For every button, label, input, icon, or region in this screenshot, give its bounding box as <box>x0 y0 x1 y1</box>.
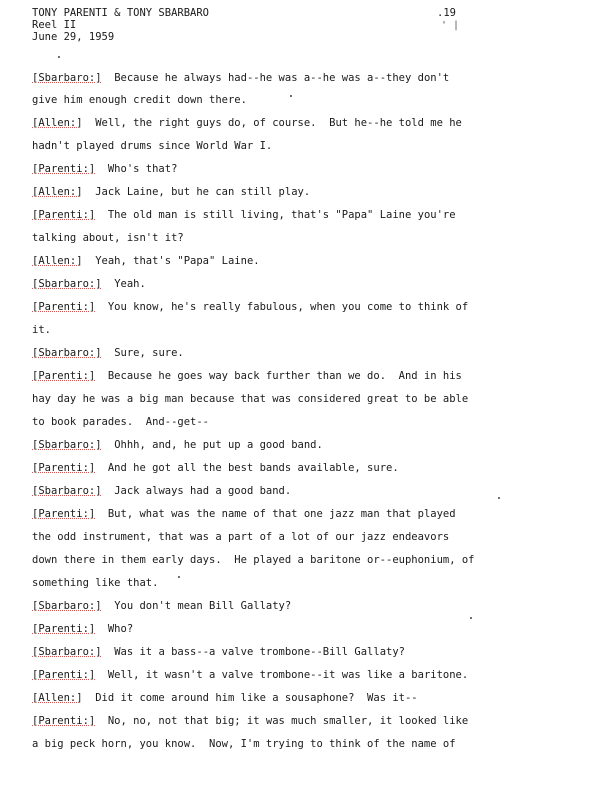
line-text: to book parades. And--get-- <box>32 416 210 428</box>
line-text: And he got all the best bands available, sure. <box>95 462 399 474</box>
header-date: June 29, 1959 <box>32 31 115 43</box>
speaker-label: [Parenti:] <box>32 508 96 520</box>
line-text: something like that. <box>32 577 159 589</box>
transcript-line <box>32 232 184 245</box>
transcript-line <box>32 278 146 291</box>
line-text: You don't mean Bill Gallaty? <box>101 600 292 612</box>
speaker-label: [Sbarbaro:] <box>32 347 102 359</box>
transcript-line <box>32 646 405 659</box>
transcript-line <box>32 140 272 153</box>
transcript-line <box>32 485 291 498</box>
line-text: Who? <box>95 623 134 635</box>
line-text: a big peck horn, you know. Now, I'm trying to think of the name of <box>32 738 456 750</box>
speaker-label: [Parenti:] <box>32 163 96 175</box>
transcript-line <box>32 347 184 360</box>
line-text: Jack always had a good band. <box>101 485 292 497</box>
speaker-label: [Allen:] <box>32 186 83 198</box>
speaker-label: [Sbarbaro:] <box>32 600 102 612</box>
speaker-label: [Sbarbaro:] <box>32 278 102 290</box>
transcript-line <box>32 416 209 429</box>
transcript-line <box>32 370 462 383</box>
page-header <box>32 7 209 43</box>
transcript-line <box>32 186 310 199</box>
page-number: .19 <box>437 7 456 19</box>
line-text: The old man is still living, that's "Papa" Laine you're <box>95 209 456 221</box>
transcript-line <box>32 209 456 222</box>
line-text: Well, the right guys do, of course. But he--he told me he <box>82 117 462 129</box>
transcript-line <box>32 577 158 590</box>
paper-speck <box>470 617 472 619</box>
transcript-line <box>32 600 291 613</box>
transcript-line <box>32 692 418 705</box>
header-reel: Reel II <box>32 19 77 31</box>
paper-speck <box>58 56 60 58</box>
speaker-label: [Parenti:] <box>32 301 96 313</box>
transcript-line <box>32 508 456 521</box>
speaker-label: [Parenti:] <box>32 623 96 635</box>
transcript-line <box>32 301 468 314</box>
line-text: But, what was the name of that one jazz man that played <box>95 508 456 520</box>
speaker-label: [Allen:] <box>32 692 83 704</box>
speaker-label: [Allen:] <box>32 255 83 267</box>
line-text: Yeah, that's "Papa" Laine. <box>82 255 260 267</box>
line-text: Yeah. <box>101 278 146 290</box>
transcript-line <box>32 439 323 452</box>
speaker-label: [Parenti:] <box>32 462 96 474</box>
line-text: Ohhh, and, he put up a good band. <box>101 439 323 451</box>
line-text: hay day he was a big man because that was considered great to be able <box>32 393 469 405</box>
line-text: Because he goes way back further than we do. And in his <box>95 370 462 382</box>
transcript-line <box>32 255 260 268</box>
line-text: Was it a bass--a valve trombone--Bill Gallaty? <box>101 646 405 658</box>
transcript-line <box>32 462 399 475</box>
paper-speck <box>178 576 180 578</box>
transcript-line <box>32 531 449 544</box>
line-text: hadn't played drums since World War I. <box>32 140 273 152</box>
line-text: talking about, isn't it? <box>32 232 184 244</box>
speaker-label: [Parenti:] <box>32 715 96 727</box>
transcript-line <box>32 94 247 107</box>
line-text: the odd instrument, that was a part of a lot of our jazz endeavors <box>32 531 450 543</box>
line-text: Who's that? <box>95 163 178 175</box>
transcript-line <box>32 324 51 337</box>
header-names: TONY PARENTI & TONY SBARBARO <box>32 7 210 19</box>
line-text: Sure, sure. <box>101 347 184 359</box>
line-text: down there in them early days. He played a baritone or--euphonium, of <box>32 554 475 566</box>
speaker-label: [Allen:] <box>32 117 83 129</box>
transcript-line <box>32 163 177 176</box>
paper-speck <box>290 95 292 97</box>
speaker-label: [Sbarbaro:] <box>32 72 102 84</box>
paper-speck <box>498 497 500 499</box>
line-text: Did it come around him like a sousaphone? Was it-- <box>82 692 418 704</box>
speaker-label: [Parenti:] <box>32 370 96 382</box>
transcript-line <box>32 669 468 682</box>
transcript-line <box>32 715 468 728</box>
line-text: Because he always had--he was a--he was a--they don't <box>101 72 450 84</box>
transcript-line <box>32 623 133 636</box>
line-text: You know, he's really fabulous, when you come to think of <box>95 301 469 313</box>
line-text: it. <box>32 324 51 336</box>
transcript-line <box>32 738 456 751</box>
line-text: Well, it wasn't a valve trombone--it was like a baritone. <box>95 669 469 681</box>
line-text: No, no, not that big; it was much smaller, it looked like <box>95 715 469 727</box>
transcript-line <box>32 117 462 130</box>
speaker-label: [Sbarbaro:] <box>32 485 102 497</box>
line-text: give him enough credit down there. <box>32 94 247 106</box>
speaker-label: [Parenti:] <box>32 209 96 221</box>
handwritten-mark: ' | <box>441 20 460 31</box>
transcript-line <box>32 393 468 406</box>
speaker-label: [Parenti:] <box>32 669 96 681</box>
transcript-line <box>32 72 449 85</box>
speaker-label: [Sbarbaro:] <box>32 646 102 658</box>
speaker-label: [Sbarbaro:] <box>32 439 102 451</box>
transcript-line <box>32 554 475 567</box>
line-text: Jack Laine, but he can still play. <box>82 186 311 198</box>
